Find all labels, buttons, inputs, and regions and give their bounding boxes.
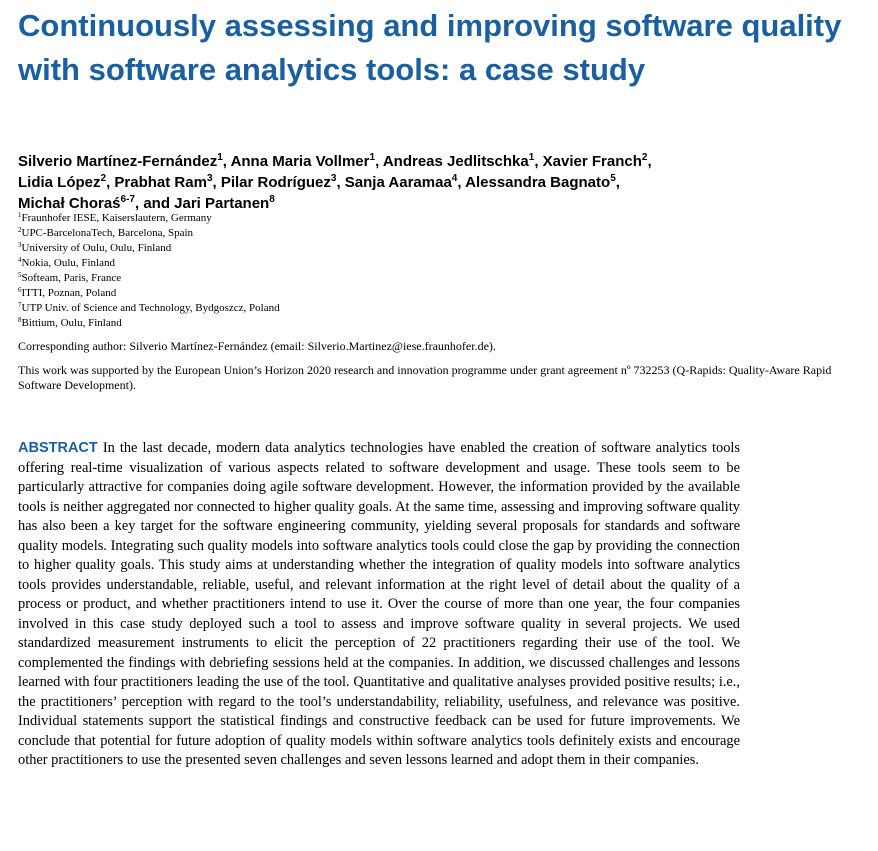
- affiliation-item: $^4$Nokia, Oulu, Finland: [18, 256, 115, 269]
- funding-note: This work was supported by the European Union’s Horizon 2020 research and innovation programme under grant agreement nº 732253 (Q-Rapids: Quality-Aware Rapid Software Development).: [18, 363, 832, 392]
- abstract: [18, 439, 740, 771]
- author: Silverio Martínez-Fernández$^1$,: [18, 152, 231, 170]
- affiliation-item: $^7$UTP Univ. of Science and Technology, Bydgoszcz, Poland: [18, 301, 280, 314]
- affiliation-item: $^6$ITTI, Poznan, Poland: [18, 286, 117, 299]
- affiliation-item: $^2$UPC-BarcelonaTech, Barcelona, Spain: [18, 226, 194, 239]
- author-affiliation-mark: 6-7: [120, 194, 135, 205]
- author: Alessandra Bagnato$^5$,: [465, 173, 620, 191]
- author-affiliation-mark: 5: [610, 173, 616, 184]
- author-affiliation-mark: 1: [528, 152, 535, 163]
- affiliation-item: $^3$University of Oulu, Oulu, Finland: [18, 241, 172, 254]
- affiliation-item: $^1$Fraunhofer IESE, Kaiserslautern, Germany: [18, 211, 212, 224]
- affiliation-item: $^8$Bittium, Oulu, Finland: [18, 316, 122, 329]
- affiliation-list: [18, 211, 618, 331]
- paper-title: Continuously assessing and improving software quality with software analytics tools: a case study: [18, 8, 842, 87]
- corresponding-author-note: Corresponding author: Silverio Martínez-Fernández (email: Silverio.Martinez@iese.fraunhofer.de).: [18, 339, 496, 353]
- author-affiliation-mark: 8: [269, 194, 275, 205]
- author-affiliation-mark: 3: [330, 173, 337, 184]
- author: Sanja Aaramaa$^4$,: [344, 173, 466, 191]
- author-affiliation-mark: 1: [217, 152, 223, 163]
- author-affiliation-mark: 2: [641, 152, 648, 163]
- abstract-label: ABSTRACT: [18, 440, 98, 456]
- author: Xavier Franch$^2$,: [542, 152, 652, 170]
- author-affiliation-mark: 2: [100, 173, 107, 184]
- author-affiliation-mark: 3: [206, 173, 213, 184]
- author: Prabhat Ram$^3$,: [114, 173, 221, 191]
- author: Michał Choraś$^{6-7}$, and: [18, 194, 175, 212]
- author-affiliation-mark: 4: [451, 173, 458, 184]
- abstract-text: In the last decade, modern data analytics technologies have enabled the creation of software analytics tools offering real-time visualization of various aspects related to software development and usage. These tools seem to be particularly attractive for companies doing agile software development. However, the information provided by the available tools is neither aggregated nor connected to higher quality goals. At the same time, assessing and improving software quality has also been a key target for the software engineering community, yielding several proposals for standards and software quality models. Integrating such quality models into software analytics tools could close the gap by providing the connection to higher quality goals. This study aims at understanding whether the integration of quality models into software analytics tools provides understandable, reliable, useful, and relevant information at the right level of detail about the quality of a process or product, and whether practitioners intend to use it. Over the course of more than one year, the four companies involved in this case study deployed such a tool to assess and improve software quality in several projects. We used standardized measurement instruments to elicit the perception of 22 practitioners regarding their use of the tool. We complemented the findings with debriefing sessions held at the companies. In addition, we discussed challenges and lessons learned with four practitioners leading the use of the tool. Quantitative and qualitative analyses provided positive results; i.e., the practitioners’ perception with regard to the tool’s understandability, reliability, usefulness, and relevance was positive. Individual statements support the statistical findings and constructive feedback can be used for future improvements. We conclude that potential for future adoption of quality models within software analytics tools definitely exists and encourage other practitioners to use the presented seven challenges and seven lessons learned and adopt them in their companies.: [18, 440, 740, 768]
- author-affiliation-mark: 1: [369, 152, 376, 163]
- affiliation-item: $^5$Softeam, Paris, France: [18, 271, 122, 284]
- author: Jari Partanen$^8$: [174, 194, 275, 212]
- author: Anna Maria Vollmer$^1$,: [230, 152, 383, 170]
- author: Pilar Rodríguez$^3$,: [220, 173, 345, 191]
- author: Andreas Jedlitschka$^1$,: [382, 152, 543, 170]
- author-list: [18, 151, 858, 214]
- author: Lidia López$^2$,: [18, 173, 115, 191]
